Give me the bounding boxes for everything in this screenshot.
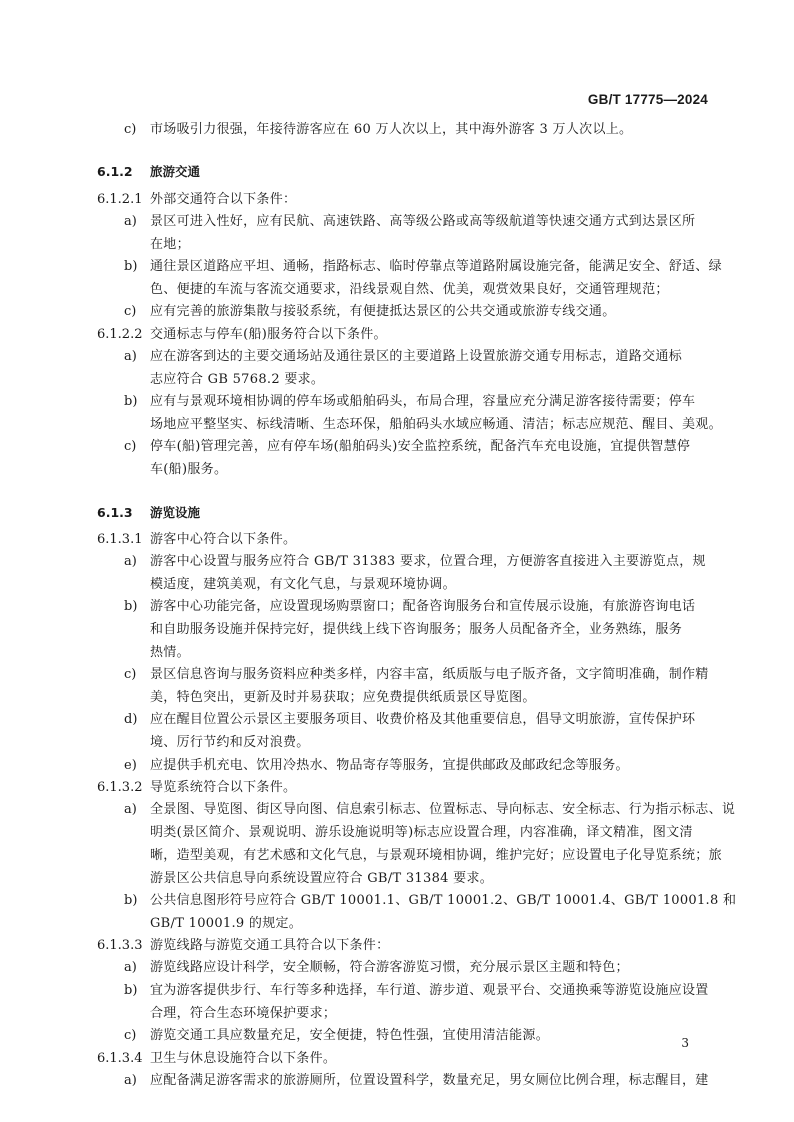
list-item-text: 晰，造型美观，有艺术感和文化气息，与景观环境相协调，维护完好；应设置电子化导览系统；旅 [150, 848, 722, 863]
list-item-letter: a) [124, 1073, 137, 1088]
list-item-text: 应有完善的旅游集散与接驳系统，有便捷抵达景区的公共交通或旅游专线交通。 [150, 304, 616, 319]
clause-number: 6.1.3.1 [97, 532, 143, 547]
list-item-letter: c) [124, 1028, 137, 1043]
list-item-text: 游览线路应设计科学，安全顺畅，符合游客游览习惯，充分展示景区主题和特色； [150, 960, 629, 975]
list-item-text: 公共信息图形符号应符合 GB/T 10001.1、GB/T 10001.2、GB/T 10001.4、GB/T 10001.8 和 [150, 893, 737, 908]
section-number: 6.1.2 [97, 164, 133, 179]
list-item-text: 游览交通工具应数量充足，安全便捷，特色性强，宜使用清洁能源。 [150, 1028, 550, 1043]
list-item-letter: b) [124, 893, 138, 908]
list-item-text: 合理，符合生态环境保护要求； [150, 1006, 337, 1021]
standard-code: GB/T 17775—2024 [587, 92, 708, 107]
list-item-text: 明类(景区简介、景观说明、游乐设施说明等)标志应设置合理，内容准确，译文精准，图文清 [150, 825, 693, 840]
list-item-text: 应提供手机充电、饮用冷热水、物品寄存等服务，宜提供邮政及邮政纪念等服务。 [150, 758, 629, 773]
section-title: 游览设施 [150, 505, 201, 520]
list-item-letter: a) [124, 960, 137, 975]
list-item-letter: a) [124, 802, 137, 817]
list-item-letter: c) [124, 304, 137, 319]
list-item-text: 市场吸引力很强，年接待游客应在 60 万人次以上，其中海外游客 3 万人次以上。 [150, 122, 633, 137]
list-item-text: 游客中心功能完备，应设置现场购票窗口；配备咨询服务台和宣传展示设施，有旅游咨询电话 [150, 599, 696, 614]
clause-number: 6.1.3.4 [97, 1051, 143, 1066]
list-item-text: 热情。 [150, 645, 190, 660]
list-item-text: 通往景区道路应平坦、通畅，指路标志、临时停靠点等道路附属设施完备，能满足安全、舒适、绿 [150, 259, 722, 274]
list-item-text: 宜为游客提供步行、车行等多种选择，车行道、游步道、观景平台、交通换乘等游览设施应设置 [150, 983, 709, 998]
list-item-letter: c) [124, 667, 137, 682]
clause-title: 游客中心符合以下条件。 [150, 532, 297, 547]
list-item-text: 车(船)服务。 [150, 462, 228, 477]
list-item-text: 场地应平整坚实、标线清晰、生态环保，船舶码头水域应畅通、清洁；标志应规范、醒目、美观。 [150, 417, 722, 432]
clause-number: 6.1.3.3 [97, 938, 143, 953]
list-item-text: 景区信息咨询与服务资料应种类多样，内容丰富，纸质版与电子版齐备，文字简明准确，制作精 [150, 667, 709, 682]
list-item-letter: b) [124, 394, 138, 409]
list-item-letter: b) [124, 259, 138, 274]
list-item-letter: e) [124, 758, 137, 773]
list-item-text: 景区可进入性好，应有民航、高速铁路、高等级公路或高等级航道等快速交通方式到达景区所 [150, 214, 696, 229]
clause-title: 导览系统符合以下条件。 [150, 780, 297, 795]
clause-number: 6.1.3.2 [97, 780, 143, 795]
list-item-text: 全景图、导览图、街区导向图、信息索引标志、位置标志、导向标志、安全标志、行为指示标志、说 [150, 802, 736, 817]
list-item-letter: a) [124, 349, 137, 364]
list-item-letter: d) [124, 712, 138, 727]
page-number: 3 [681, 1036, 689, 1050]
list-item-letter: a) [124, 214, 137, 229]
clause-title: 卫生与休息设施符合以下条件。 [150, 1051, 337, 1066]
clause-title: 游览线路与游览交通工具符合以下条件： [150, 938, 390, 953]
list-item-text: 应有与景观环境相协调的停车场或船舶码头，布局合理，容量应充分满足游客接待需要；停车 [150, 394, 696, 409]
clause-number: 6.1.2.2 [97, 327, 143, 342]
list-item-text: 志应符合 GB 5768.2 要求。 [150, 372, 325, 387]
list-item-text: 游景区公共信息导向系统设置应符合 GB/T 31384 要求。 [150, 871, 494, 886]
list-item-text: 境、厉行节约和反对浪费。 [150, 735, 310, 750]
list-item-text: 和自助服务设施并保持完好，提供线上线下咨询服务；服务人员配备齐全，业务熟练，服务 [150, 622, 683, 637]
list-item-letter: c) [124, 439, 137, 454]
section-title: 旅游交通 [150, 164, 201, 179]
list-item-letter: b) [124, 983, 138, 998]
list-item-text: 游客中心设置与服务应符合 GB/T 31383 要求，位置合理，方便游客直接进入主要游览点，规 [150, 554, 706, 569]
list-item-letter: a) [124, 554, 137, 569]
clause-title: 外部交通符合以下条件： [150, 192, 297, 207]
list-item-text: 应在游客到达的主要交通场站及通往景区的主要道路上设置旅游交通专用标志，道路交通标 [150, 349, 683, 364]
list-item-text: GB/T 10001.9 的规定。 [150, 916, 303, 931]
section-number: 6.1.3 [97, 505, 133, 520]
list-item-text: 模适度，建筑美观，有文化气息，与景观环境协调。 [150, 577, 456, 592]
clause-title: 交通标志与停车(船)服务符合以下条件。 [150, 327, 387, 342]
list-item-text: 色、便捷的车流与客流交通要求，沿线景观自然、优美，观赏效果良好，交通管理规范； [150, 282, 669, 297]
list-item-letter: b) [124, 599, 138, 614]
list-item-text: 停车(船)管理完善，应有停车场(船舶码头)安全监控系统，配备汽车充电设施，宜提供智慧停 [150, 439, 691, 454]
list-item-text: 美，特色突出，更新及时并易获取；应免费提供纸质景区导览图。 [150, 690, 536, 705]
list-item-text: 在地； [150, 237, 190, 252]
clause-number: 6.1.2.1 [97, 192, 143, 207]
list-item-text: 应在醒目位置公示景区主要服务项目、收费价格及其他重要信息，倡导文明旅游，宣传保护环 [150, 712, 696, 727]
list-item-letter: c) [124, 122, 137, 137]
list-item-text: 应配备满足游客需求的旅游厕所，位置设置科学，数量充足，男女厕位比例合理，标志醒目，建 [150, 1073, 709, 1088]
